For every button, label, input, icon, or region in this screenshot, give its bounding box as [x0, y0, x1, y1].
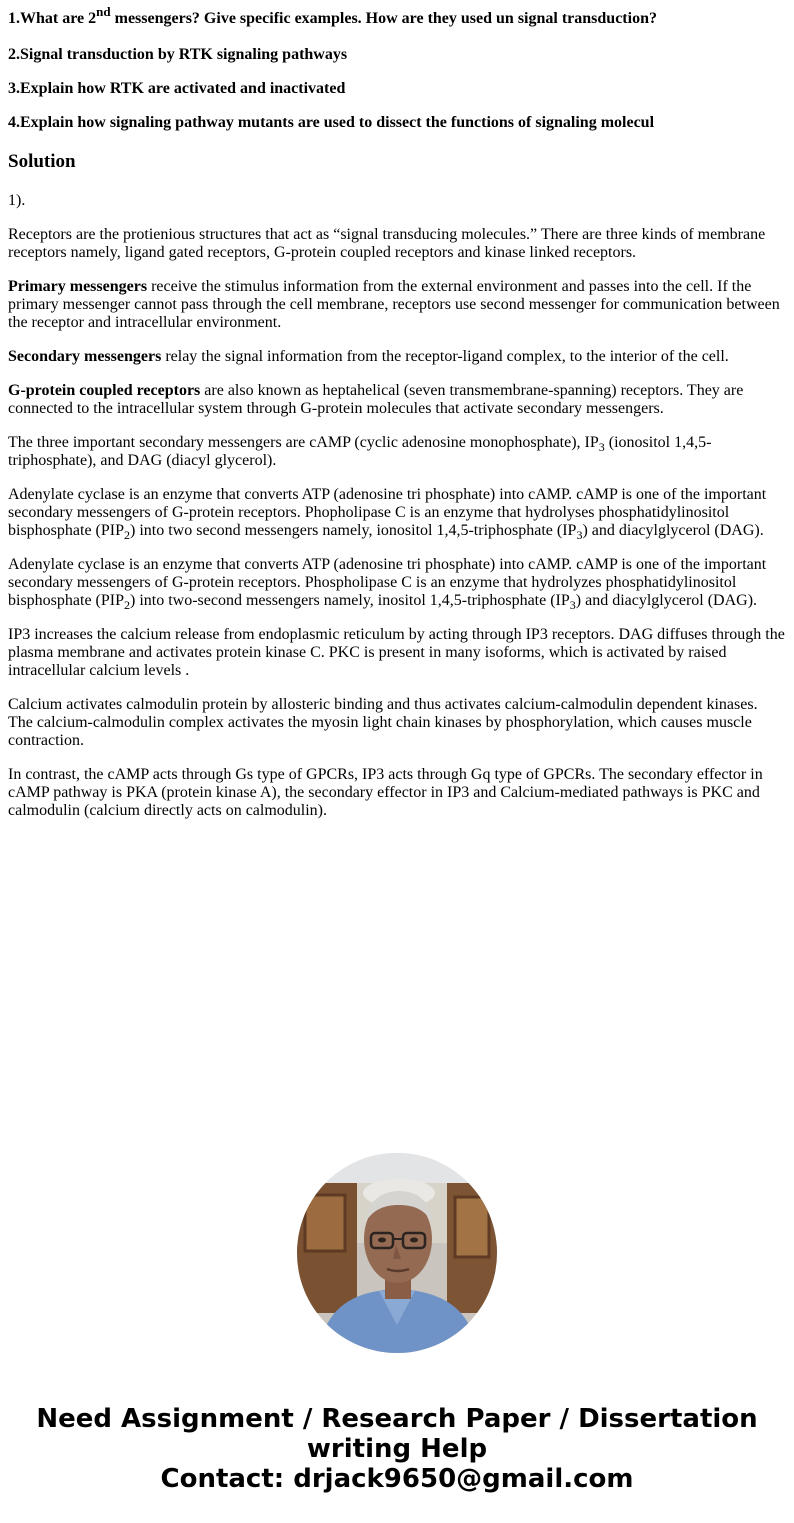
pip2-subscript: 2	[124, 598, 130, 613]
ac1-text: Adenylate cyclase is an enzyme that converts ATP (adenosine tri phosphate) into cAMP. cAMP is one of the important secondary messengers of G-protein receptors. Phopholipase C is an enzyme that hydrolyses phosphatidylinositol bisphosphate (PIP	[8, 486, 767, 539]
author-photo	[297, 1153, 497, 1353]
ac2-text-mid: ) into two-second messengers namely, inositol 1,4,5-triphosphate (IP	[130, 592, 570, 609]
promo-line-1: Need Assignment / Research Paper / Dissertation	[36, 1404, 758, 1434]
ac1-text-mid: ) into two second messengers namely, ionositol 1,4,5-triphosphate (IP	[130, 522, 577, 539]
question-1-text-rest: messengers? Give specific examples. How are they used un signal transduction?	[110, 10, 657, 27]
paragraph-calcium: Calcium activates calmodulin protein by allosteric binding and thus activates calcium-calmodulin dependent kinases. The calcium-calmodulin complex activates the myosin light chain kinases by phosphorylation, which causes muscle contraction.	[8, 696, 758, 749]
paragraph-ip3: IP3 increases the calcium release from endoplasmic reticulum by acting through IP3 receptors. DAG diffuses through the plasma membrane and activates protein kinase C. PKC is present in many isoforms, which is activated by raised intracellular calcium levels .	[8, 626, 785, 679]
gpcr-text: are also known as heptahelical (seven transmembrane-spanning) receptors. They are connected to the intracellular system through G-protein molecules that activate secondary messengers.	[8, 382, 744, 417]
primary-messengers-text: receive the stimulus information from the external environment and passes into the cell. If the primary messenger cannot pass through the cell membrane, receptors use second messenger for communication between the receptor and intracellular environment.	[8, 278, 780, 331]
paragraph-secondary-messengers	[8, 348, 786, 366]
paragraph-adenylate-cyclase-2	[8, 556, 786, 613]
ip3-subscript: 3	[598, 440, 605, 455]
gpcr-term: G-protein coupled receptors	[8, 382, 201, 399]
question-1-superscript: nd	[96, 3, 111, 19]
paragraph-three-messengers	[8, 434, 786, 470]
paragraph-adenylate-cyclase-1	[8, 486, 786, 543]
question-4: 4.Explain how signaling pathway mutants are used to dissect the functions of signaling molecul	[8, 114, 655, 131]
question-1	[8, 3, 657, 28]
promo-banner	[0, 1404, 794, 1494]
paragraph-gpcr	[8, 382, 786, 418]
solution-heading: Solution	[8, 151, 76, 172]
pip2-subscript: 2	[124, 528, 130, 543]
promo-line-2: writing Help	[306, 1434, 488, 1464]
question-3: 3.Explain how RTK are activated and inactivated	[8, 80, 346, 97]
ac2-text-end: ) and diacylglycerol (DAG).	[575, 592, 758, 609]
answer-body	[8, 192, 786, 836]
primary-messengers-term: Primary messengers	[8, 278, 148, 295]
three-messengers-text-rest: (ionositol 1,4,5-triphosphate), and DAG (diacyl glycerol).	[8, 434, 712, 469]
ac1-text-end: ) and diacylglycerol (DAG).	[582, 522, 764, 539]
ip3-subscript: 3	[576, 528, 583, 543]
question-1-text: 1.What are 2	[8, 10, 97, 27]
answer-number: 1).	[8, 192, 26, 209]
paragraph-contrast: In contrast, the cAMP acts through Gs type of GPCRs, IP3 acts through Gq type of GPCRs. The secondary effector in cAMP pathway is PKA (protein kinase A), the secondary effector in IP3 and Calcium-mediated pathways is PKC and calmodulin (calcium directly acts on calmodulin).	[8, 766, 763, 819]
paragraph-primary-messengers	[8, 278, 786, 332]
secondary-messengers-term: Secondary messengers	[8, 348, 162, 365]
promo-contact: Contact: drjack9650@gmail.com	[160, 1464, 634, 1494]
three-messengers-text: The three important secondary messengers are cAMP (cyclic adenosine monophosphate), IP	[8, 434, 599, 451]
ip3-subscript: 3	[569, 598, 576, 613]
author-avatar	[297, 1153, 497, 1353]
ac2-text: Adenylate cyclase is an enzyme that converts ATP (adenosine tri phosphate) into cAMP. cAMP is one of the important secondary messengers of G-protein receptors. Phospholipase C is an enzyme that hydrolyzes phosphatidylinositol bisphosphate (PIP	[8, 556, 767, 609]
paragraph-receptors: Receptors are the protienious structures that act as “signal transducing molecules.” There are three kinds of membrane receptors namely, ligand gated receptors, G-protein coupled receptors and kinase linked receptors.	[8, 226, 766, 261]
secondary-messengers-text: relay the signal information from the receptor-ligand complex, to the interior of the cell.	[161, 348, 729, 365]
question-2: 2.Signal transduction by RTK signaling pathways	[8, 46, 348, 63]
